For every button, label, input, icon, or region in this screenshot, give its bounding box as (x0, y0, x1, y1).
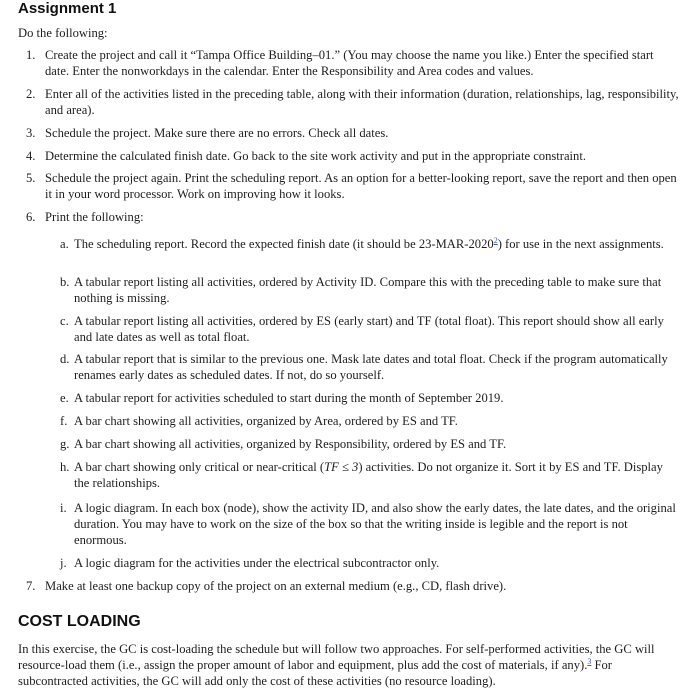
intro-text: Do the following: (18, 26, 108, 40)
list-text: Schedule the project. Make sure there are no errors. Check all dates. (45, 126, 389, 140)
paragraph-text-after: For subcontracted activities, the GC will add only the cost of these activities (no resource loading). (18, 658, 613, 688)
cost-loading-paragraph (18, 641, 680, 689)
sub-item-text: A logic diagram. In each box (node), show the activity ID, and also show the early dates, the late dates, and the original duration. You may have to work on the size of the box so that the writing inside is legible and the report is not enormous. (74, 501, 676, 547)
footnote-link[interactable]: 2 (493, 235, 498, 245)
sub-item-text-before: A bar chart showing only critical or near-critical ( (74, 460, 325, 474)
sub-item-text: A tabular report listing all activities, ordered by Activity ID. Compare this with the preceding table to make sure that nothing is missing. (74, 275, 662, 305)
list-number: 6. (26, 210, 36, 224)
sub-item-text: A tabular report for activities scheduled to start during the month of September 2019. (74, 391, 504, 405)
sub-item-text (74, 459, 680, 491)
sub-item-text (74, 236, 680, 252)
sub-item-letter: c. (60, 314, 69, 328)
footnote-link[interactable]: 3 (587, 656, 592, 666)
paragraph-text-before: In this exercise, the GC is cost-loading the schedule but will follow two approaches. For self-performed activities, the GC will resource-load them (i.e., assign the proper amount of labor and equipment, plus add the cost of materials, if any). (18, 642, 655, 672)
sub-item-letter: e. (60, 391, 69, 405)
list-text: Make at least one backup copy of the project on an external medium (e.g., CD, flash drive). (45, 579, 507, 593)
sub-item-letter: d. (60, 352, 70, 366)
list-text: Schedule the project again. Print the scheduling report. As an option for a better-looking report, save the report and then open it in your word processor. Work on improving how it looks. (45, 171, 677, 201)
sub-item-text: A bar chart showing all activities, organized by Responsibility, ordered by ES and TF. (74, 437, 507, 451)
list-text: Enter all of the activities listed in the preceding table, along with their information (duration, relationships, lag, responsibility, and area). (45, 87, 679, 117)
list-text: Determine the calculated finish date. Go back to the site work activity and put in the appropriate constraint. (45, 149, 587, 163)
list-text: Print the following: (45, 210, 144, 224)
sub-item-letter: f. (60, 414, 68, 428)
sub-item-text: A logic diagram for the activities under the electrical subcontractor only. (74, 556, 440, 570)
sub-item-text: A bar chart showing all activities, organized by Area, ordered by ES and TF. (74, 414, 458, 428)
sub-item-letter: i. (60, 501, 67, 515)
list-number: 5. (26, 171, 36, 185)
sub-item-text-before: The scheduling report. Record the expected finish date (it should be 23-MAR-2020 (74, 237, 494, 251)
list-text: Create the project and call it “Tampa Office Building–01.” (You may choose the name you like.) Enter the specified start date. Enter the nonworkdays in the calendar. Enter the Responsibility and Area codes and values. (45, 48, 654, 78)
assignment-heading: Assignment 1 (18, 0, 117, 17)
sub-item-letter: b. (60, 275, 70, 289)
list-number: 3. (26, 126, 36, 140)
sub-item-letter: a. (60, 237, 69, 251)
sub-item-text: A tabular report listing all activities, ordered by ES (early start) and TF (total float). This report should show all early and late dates as well as total float. (74, 314, 664, 344)
sub-item-letter: j. (60, 556, 67, 570)
sub-item-text: A tabular report that is similar to the previous one. Mask late dates and total float. Check if the program automatically renames early dates as scheduled dates. If not, do so yourself. (74, 352, 668, 382)
list-number: 1. (26, 48, 36, 62)
list-number: 7. (26, 579, 36, 593)
sub-item-text-after: ) for use in the next assignments. (497, 237, 664, 251)
section-heading-cost-loading: COST LOADING (18, 613, 141, 630)
sub-item-letter: g. (60, 437, 70, 451)
sub-item-letter: h. (60, 460, 70, 474)
math-expression: TF ≤ 3 (324, 460, 359, 474)
list-number: 2. (26, 87, 36, 101)
sub-item-text-after: ) activities. Do not organize it. Sort it by ES and TF. Display the relationships. (74, 460, 663, 490)
list-number: 4. (26, 149, 36, 163)
